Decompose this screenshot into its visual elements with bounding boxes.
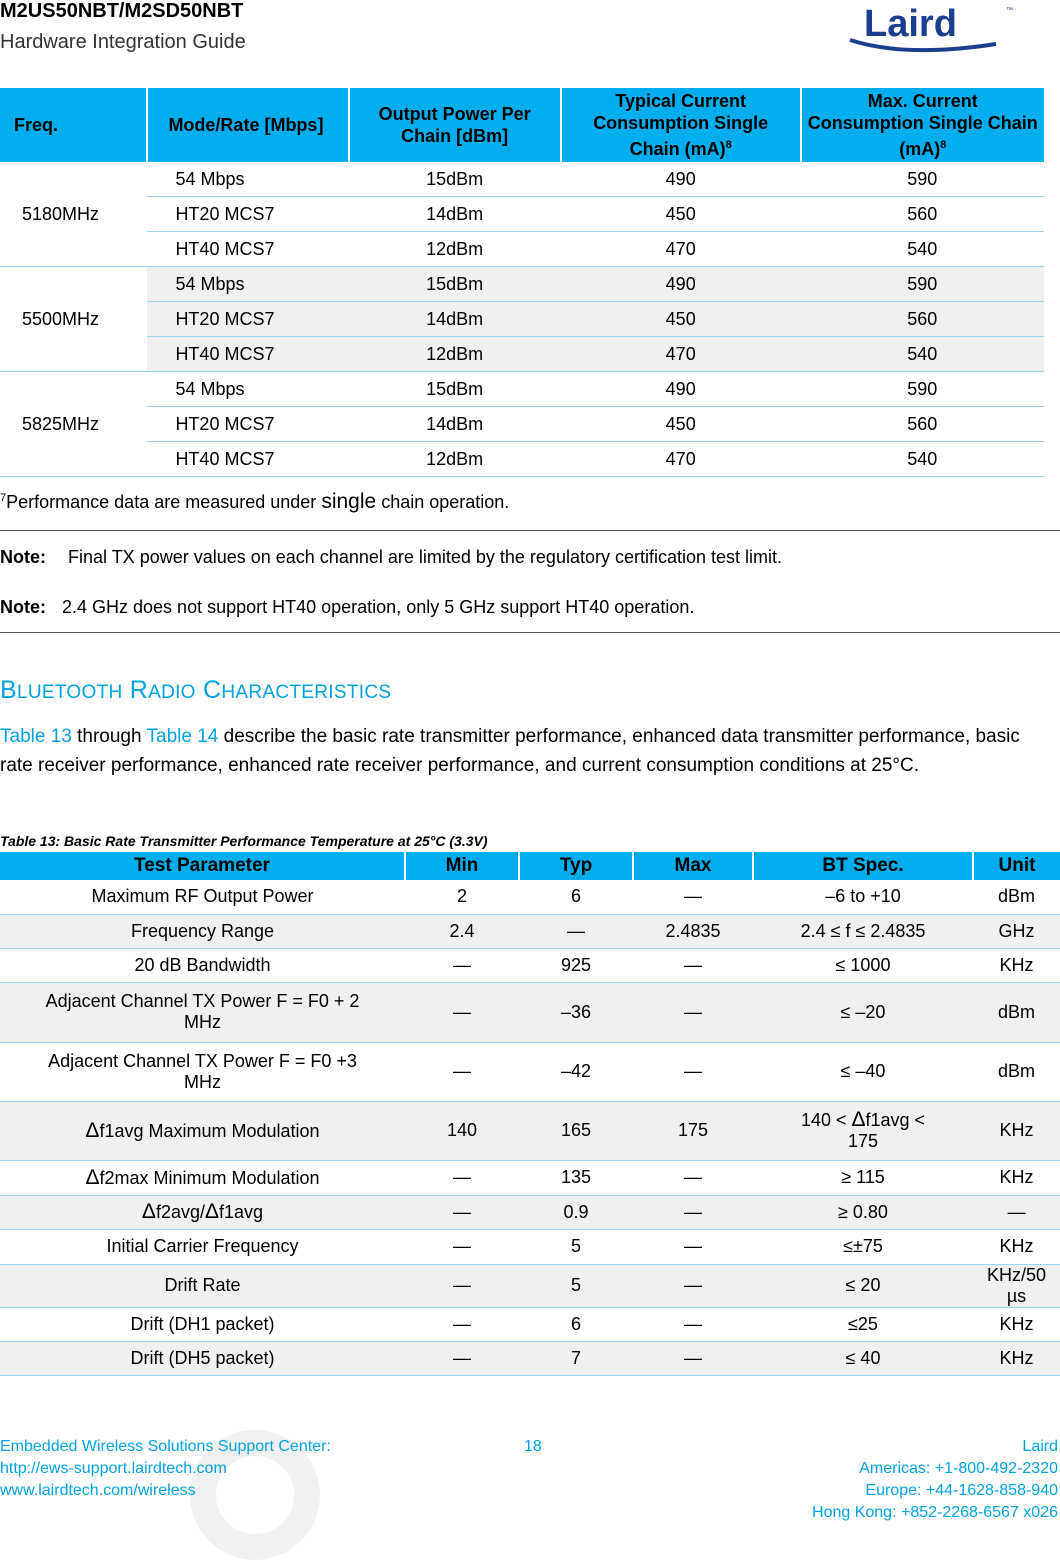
note-ht40: Note: 2.4 GHz does not support HT40 operation, only 5 GHz support HT40 operation. [0, 597, 695, 617]
footnote-7: $^7$Performance data are measured under single chain operation. [0, 490, 510, 513]
table-header-row [0, 88, 1044, 162]
wifi-current-table [0, 88, 1044, 477]
table-header-row: Test Parameter Min Typ Max BT Spec. Unit [0, 852, 1060, 880]
table-row: Adjacent Channel TX Power F = F0 +3 MHz — –42 — ≤ –40 dBm [0, 1042, 1060, 1101]
table-row: HT20 MCS7 14dBm 450 560 [0, 197, 1044, 232]
col-output-power: Output Power Per Chain [dBm] [349, 88, 561, 162]
document-title: M2US50NBT/M2SD50NBT [0, 0, 244, 22]
logo-wordmark: Laird [864, 3, 957, 45]
link-table-14[interactable]: Table 14 [146, 726, 219, 747]
website-link[interactable]: www.lairdtech.com/wireless [0, 1482, 196, 1499]
note-divider [0, 530, 1060, 531]
footer-right: Laird Americas: +1-800-492-2320 Europe: +44-1628-858-940 Hong Kong: +852-2268-6567 x026 [812, 1438, 1058, 1521]
link-table-13[interactable]: Table 13 [0, 726, 72, 747]
col-max-current: Max. Current Consumption Single Chain (mA)$^8$ [801, 88, 1044, 162]
freq-cell: 5180MHz [0, 162, 147, 267]
table-row: HT40 MCS7 12dBm 470 540 [0, 442, 1044, 477]
svg-text:™: ™ [1006, 7, 1013, 14]
bt-transmitter-table [0, 852, 1060, 1376]
col-freq: Freq. [0, 88, 147, 162]
table-caption: Table 13: Basic Rate Transmitter Performance Temperature at 25°C (3.3V) [0, 833, 488, 849]
page-number: 18 [524, 1438, 542, 1455]
table-row: HT20 MCS7 14dBm 450 560 [0, 302, 1044, 337]
col-typical-current: Typical Current Consumption Single Chain (mA)$^8$ [561, 88, 801, 162]
table-row: Adjacent Channel TX Power F = F0 + 2 MHz — –36 — ≤ –20 dBm [0, 982, 1060, 1042]
table-row: Initial Carrier Frequency — 5 — ≤±75 KHz [0, 1229, 1060, 1264]
footer-left: Embedded Wireless Solutions Support Center: http://ews-support.lairdtech.com www.lairdtech.com/wireless [0, 1436, 331, 1502]
laird-logo [846, 0, 1026, 60]
table-row: 20 dB Bandwidth — 925 — ≤ 1000 KHz [0, 948, 1060, 982]
table-row: Δf2avg/Δf1avg — 0.9 — ≥ 0.80 — [0, 1195, 1060, 1229]
table-row: 5500MHz 54 Mbps 15dBm 490 590 [0, 267, 1044, 302]
section-heading-bluetooth: BLUETOOTH RADIO CHARACTERISTICS [0, 676, 392, 704]
freq-cell: 5825MHz [0, 372, 147, 477]
table-row: Frequency Range 2.4 — 2.4835 2.4 ≤ f ≤ 2.4835 GHz [0, 914, 1060, 948]
table-row: Drift (DH1 packet) — 6 — ≤25 KHz [0, 1307, 1060, 1341]
table-row: HT40 MCS7 12dBm 470 540 [0, 232, 1044, 267]
document-subtitle: Hardware Integration Guide [0, 31, 246, 53]
support-link[interactable]: http://ews-support.lairdtech.com [0, 1460, 227, 1477]
note-tx-power: Note: Final TX power values on each channel are limited by the regulatory certification test limit. [0, 547, 783, 567]
table-row: Δf2max Minimum Modulation — 135 — ≥ 115 KHz [0, 1160, 1060, 1195]
table-row: HT40 MCS7 12dBm 470 540 [0, 337, 1044, 372]
table-row: Maximum RF Output Power 2 6 — –6 to +10 dBm [0, 880, 1060, 914]
freq-cell: 5500MHz [0, 267, 147, 372]
table-row: Drift (DH5 packet) — 7 — ≤ 40 KHz [0, 1341, 1060, 1375]
table-row: HT20 MCS7 14dBm 450 560 [0, 407, 1044, 442]
intro-paragraph: Table 13 through Table 14 describe the basic rate transmitter performance, enhanced data transmitter performance, basic rate receiver performance, enhanced rate receiver performance, and current consumption conditions at 25°C. [0, 726, 1020, 776]
table-row: Drift Rate — 5 — ≤ 20 KHz/50 µs [0, 1264, 1060, 1307]
table-row: Δf1avg Maximum Modulation 140 165 175 140 < Δf1avg < 175 KHz [0, 1101, 1060, 1160]
col-mode: Mode/Rate [Mbps] [147, 88, 348, 162]
table-row: 5825MHz 54 Mbps 15dBm 490 590 [0, 372, 1044, 407]
note-divider [0, 632, 1060, 633]
table-row: 5180MHz 54 Mbps 15dBm 490 590 [0, 162, 1044, 197]
